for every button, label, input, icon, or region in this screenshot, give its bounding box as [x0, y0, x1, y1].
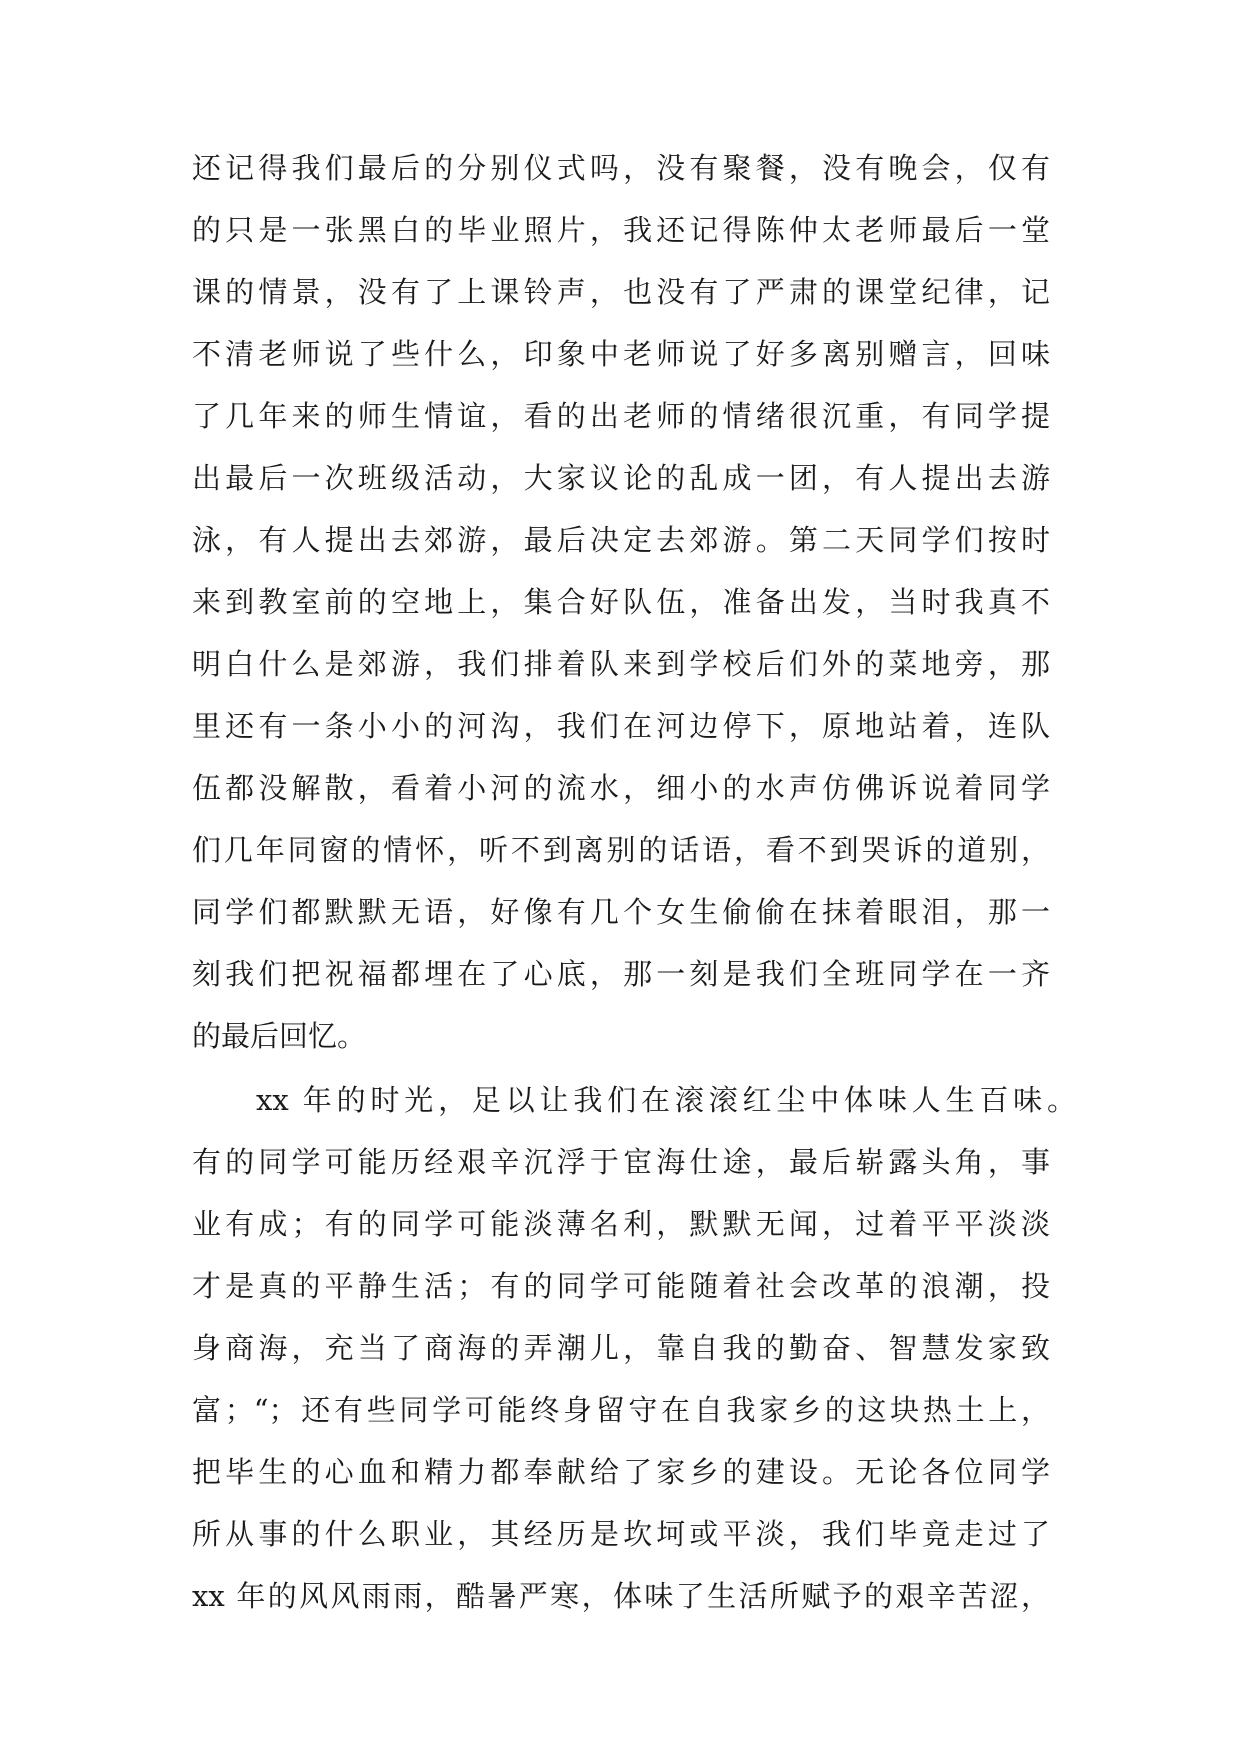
- text-line: 们几年同窗的情怀，听不到离别的话语，看不到哭诉的道别，: [192, 833, 1050, 867]
- text-line: 身商海，充当了商海的弄潮儿，靠自我的勤奋、智慧发家致: [192, 1331, 1050, 1365]
- text-line: 泳，有人提出去郊游，最后决定去郊游。第二天同学们按时: [192, 523, 1050, 557]
- text-line: 才是真的平静生活；有的同学可能随着社会改革的浪潮，投: [192, 1269, 1050, 1303]
- text-line: 明白什么是郊游，我们排着队来到学校后们外的菜地旁，那: [192, 647, 1050, 681]
- text-line: 出最后一次班级活动，大家议论的乱成一团，有人提出去游: [192, 461, 1050, 495]
- text-line: 的最后回忆。: [192, 1019, 367, 1053]
- text-line: 伍都没解散，看着小河的流水，细小的水声仿佛诉说着同学: [192, 771, 1050, 805]
- text-line: xx 年的时光，足以让我们在滚滚红尘中体味人生百味。: [256, 1083, 1076, 1117]
- text-line: 的只是一张黑白的毕业照片，我还记得陈仲太老师最后一堂: [192, 213, 1050, 247]
- text-line: xx 年的风风雨雨，酷暑严寒，体味了生活所赋予的艰辛苦涩，: [192, 1579, 1050, 1613]
- text-line: 同学们都默默无语，好像有几个女生偷偷在抹着眼泪，那一: [192, 895, 1050, 929]
- text-line: 所从事的什么职业，其经历是坎坷或平淡，我们毕竟走过了: [192, 1517, 1050, 1551]
- text-line: 刻我们把祝福都埋在了心底，那一刻是我们全班同学在一齐: [192, 957, 1050, 991]
- text-line: 还记得我们最后的分别仪式吗，没有聚餐，没有晚会，仅有: [192, 151, 1050, 185]
- text-line: 不清老师说了些什么，印象中老师说了好多离别赠言，回味: [192, 337, 1050, 371]
- text-line: 富；“；还有些同学可能终身留守在自我家乡的这块热土上，: [192, 1393, 1050, 1427]
- text-line: 里还有一条小小的河沟，我们在河边停下，原地站着，连队: [192, 709, 1050, 743]
- text-line: 了几年来的师生情谊，看的出老师的情绪很沉重，有同学提: [192, 399, 1050, 433]
- text-line: 把毕生的心血和精力都奉献给了家乡的建设。无论各位同学: [192, 1455, 1050, 1489]
- text-line: 来到教室前的空地上，集合好队伍，准备出发，当时我真不: [192, 585, 1050, 619]
- text-line: 课的情景，没有了上课铃声，也没有了严肃的课堂纪律，记: [192, 275, 1050, 309]
- text-line: 业有成；有的同学可能淡薄名利，默默无闻，过着平平淡淡: [192, 1207, 1050, 1241]
- text-line: 有的同学可能历经艰辛沉浮于宦海仕途，最后崭露头角，事: [192, 1145, 1050, 1179]
